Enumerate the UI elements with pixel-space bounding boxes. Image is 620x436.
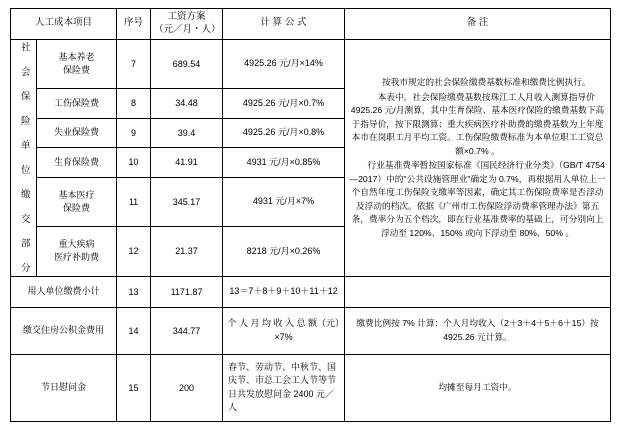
row-item-line1: 基本医疗 [58, 189, 95, 200]
row-item-unemployment: 失业保险费 [37, 118, 117, 147]
row-plan: 345.17 [151, 177, 223, 227]
housing-fund-remark: 缴费比例按 7% 计算：个人月均收入（2＋3＋4＋5＋6＋15）按 4925.26 元计算。 [345, 307, 611, 354]
row-plan: 21.37 [151, 227, 223, 277]
holiday-gift-item: 节日慰问金 [11, 354, 117, 421]
header-plan-line2: （元／月・人） [154, 23, 221, 35]
table-row-holiday-gift [11, 354, 611, 421]
holiday-gift-seq: 15 [117, 354, 151, 421]
remark-cell-social-insurance [345, 39, 611, 276]
row-seq: 8 [117, 89, 151, 118]
row-plan: 689.54 [151, 39, 223, 89]
row-seq: 10 [117, 148, 151, 177]
row-item-line2: 保险费 [63, 202, 91, 213]
row-item-basic-pension [37, 39, 117, 89]
group-label-social-insurance [11, 39, 37, 276]
row-item-line1: 基本养老 [58, 51, 95, 62]
subtotal-item: 用人单位缴费小计 [11, 276, 117, 307]
row-formula: 4925.26 元/月×0.8% [223, 118, 345, 147]
subtotal-plan: 1171.87 [151, 276, 223, 307]
header-item: 人工成本项目 [11, 9, 117, 40]
remark-paragraph-3: 行业基准费率暂按国家标准《国民经济行业分类》（GB/T 4754—2017）中的"公共设施管理业"确定为 0.7%，再根据用人单位上一个自然年度工伤保险支缴率等因素，确定其工伤保险费率是否浮动及浮动的档次。依据《广州市工伤保险浮动费率管理办法》第五条，费率分为五个档次，即在行业基准费率的基础上，可分别向上浮动至 120%、150% 或向下浮动至 80%、50% 。 [349, 160, 606, 238]
row-item-maternity: 生育保险费 [37, 148, 117, 177]
remark-paragraph-1: 按我市规定的社会保险缴费基数标准和缴费比例执行。 [381, 77, 591, 88]
housing-fund-plan: 344.77 [151, 307, 223, 354]
row-item-basic-medical [37, 177, 117, 227]
row-item-major-illness [37, 227, 117, 277]
housing-fund-item: 缴交住房公积金费用 [11, 307, 117, 354]
row-item-line2: 保险费 [63, 64, 91, 75]
remark-paragraph-2: 本表中，社会保险缴费基数按珠江工人月收入测算指导价 4925.26 元/月测算，其中生育保险、基本医疗保险的缴费基数下高于指导价，按下限测算；重大疾病医疗补助费的缴费基数为上年度本市在岗职工月平均工资。工伤保险缴费标准为本单位职工工资总额×0.7% 。 [350, 91, 605, 156]
header-remark: 备 注 [345, 9, 611, 40]
subtotal-remark [345, 276, 611, 307]
row-formula: 4931 元/月×0.85% [223, 148, 345, 177]
row-item-work-injury: 工伤保险费 [37, 89, 117, 118]
row-plan: 39.4 [151, 118, 223, 147]
header-formula: 计 算 公 式 [223, 9, 345, 40]
row-plan: 41.91 [151, 148, 223, 177]
table-row-housing-fund [11, 307, 611, 354]
row-seq: 7 [117, 39, 151, 89]
table-header-row [11, 9, 611, 40]
holiday-gift-formula: 春节、劳动节、中秋节、国庆节、市总工会工人节等节日共发放慰问金 2400 元／人 [223, 354, 345, 421]
row-formula: 4931 元/月×7% [223, 177, 345, 227]
labor-cost-table [10, 8, 611, 422]
group-label-text: 社 会 保 险 单 位 缴 交 部 分 [18, 41, 30, 274]
row-seq: 12 [117, 227, 151, 277]
row-seq: 9 [117, 118, 151, 147]
table-row-subtotal [11, 276, 611, 307]
subtotal-seq: 13 [117, 276, 151, 307]
row-formula: 4925.26 元/月×0.7% [223, 89, 345, 118]
row-formula: 8218 元/月×0.26% [223, 227, 345, 277]
subtotal-formula: 13＝7＋8＋9＋10＋11＋12 [223, 276, 345, 307]
table-row [11, 39, 611, 89]
holiday-gift-plan: 200 [151, 354, 223, 421]
document-page [0, 8, 620, 436]
housing-fund-seq: 14 [117, 307, 151, 354]
row-seq: 11 [117, 177, 151, 227]
housing-fund-formula: 个 人 月 均 收 入 总 额（元）×7% [223, 307, 345, 354]
holiday-gift-remark: 均摊至每月工资中。 [345, 354, 611, 421]
row-plan: 34.48 [151, 89, 223, 118]
row-item-line1: 重大疾病 [58, 239, 95, 250]
row-formula: 4925.26 元/月×14% [223, 39, 345, 89]
header-plan [151, 9, 223, 40]
header-plan-line1: 工资方案 [167, 11, 206, 22]
row-item-line2: 医疗补助费 [54, 252, 100, 263]
header-seq: 序号 [117, 9, 151, 40]
